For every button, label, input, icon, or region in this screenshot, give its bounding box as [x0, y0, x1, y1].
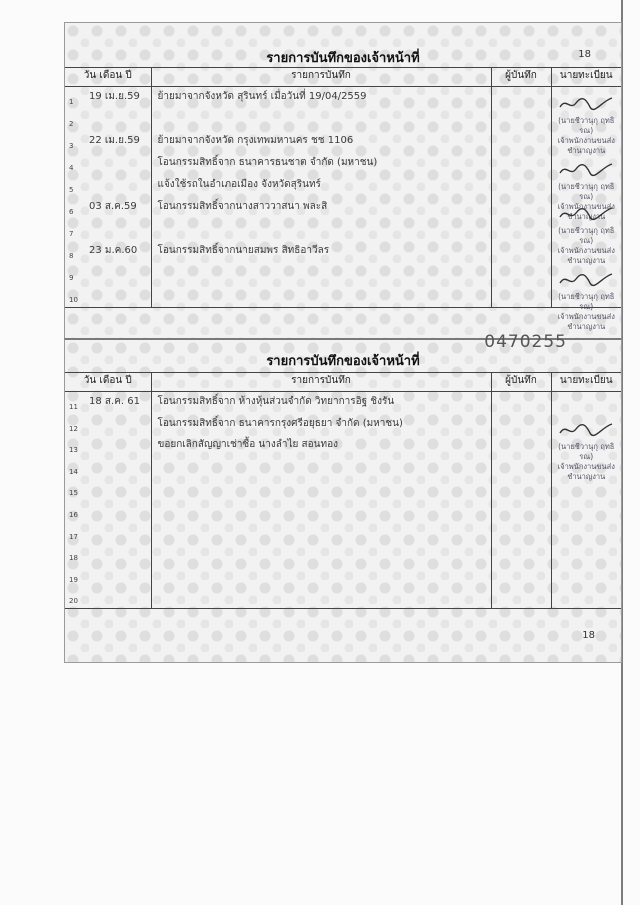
entries-column [151, 392, 491, 609]
line-number: 12 [69, 424, 78, 433]
line-number: 17 [69, 532, 78, 541]
stamp-name: (นายชีวานุกุ ฤทธิรณ) [558, 116, 615, 135]
stamp-name: (นายชีวานุกุ ฤทธิรณ) [558, 182, 615, 201]
line-number: 9 [69, 274, 74, 282]
signature-icon [556, 161, 616, 179]
official-stamp [552, 421, 622, 482]
table-bottom-rule [65, 608, 621, 609]
entry-date: 22 เม.ย.59 [89, 135, 140, 146]
registration-number: 0470255 [484, 332, 567, 352]
sheet-title: รายการบันทึกของเจ้าหน้าที่ [266, 354, 420, 369]
signature-icon [556, 205, 616, 223]
line-number: 11 [69, 403, 78, 411]
header-registrar: นายทะเบียน [551, 373, 621, 392]
signature-icon [556, 271, 616, 289]
entry-text: ย้ายมาจากจังหวัด สุรินทร์ เมื่อวันที่ 19/04/2559 [157, 91, 367, 102]
line-number: 20 [69, 597, 78, 606]
table-bottom-rule [65, 307, 621, 308]
line-number: 16 [69, 511, 78, 519]
stamp-role: เจ้าพนักงานขนส่งชำนาญงาน [557, 202, 615, 221]
record-sheet-bottom [64, 332, 622, 663]
line-number: 14 [69, 467, 78, 476]
entry-date: 18 ส.ค. 61 [89, 396, 140, 407]
entry-text: โอนกรรมสิทธิ์จาก ธนาคารกรุงศรีอยุธยา จำกัด (มหาชน) [157, 417, 403, 429]
line-number: 13 [69, 446, 78, 455]
page-number: 18 [578, 49, 591, 60]
line-number: 15 [69, 489, 78, 498]
line-number: 10 [69, 296, 78, 304]
line-number: 4 [69, 164, 74, 172]
header-entries: รายการบันทึก [151, 373, 491, 392]
entry-text: โอนกรรมสิทธิ์จาก ห้างหุ้นส่วนจำกัด วิทยาการอิฐ ชิงรัน [157, 396, 395, 407]
stamp-role: เจ้าพนักงานขนส่งชำนาญงาน [557, 312, 615, 331]
stamp-name: (นายชีวานุกุ ฤทธิรณ) [558, 442, 615, 462]
header-recorder: ผู้บันทึก [491, 373, 551, 392]
line-number: 7 [69, 230, 74, 238]
entry-text: โอนกรรมสิทธิ์จากนางสาววาสนา พละสิ [157, 201, 328, 212]
entry-text: โอนกรรมสิทธิ์จาก ธนาคารธนชาต จำกัด (มหาชน) [157, 157, 378, 168]
line-number: 1 [69, 98, 74, 106]
official-stamp [552, 95, 622, 156]
line-number: 3 [69, 142, 74, 150]
official-stamp [552, 271, 622, 332]
header-recorder: ผู้บันทึก [491, 68, 551, 87]
line-number: 8 [69, 252, 74, 260]
line-number: 5 [69, 186, 74, 194]
registrar-column [551, 87, 621, 331]
official-stamp [552, 205, 622, 266]
entry-text: แจ้งใช้รถในอำเภอเมือง จังหวัดสุรินทร์ [157, 179, 321, 190]
line-number: 6 [69, 208, 74, 216]
date-column [65, 87, 151, 308]
stamp-name: (นายชีวานุกุ ฤทธิรณ) [558, 226, 615, 245]
signature-icon [556, 421, 616, 439]
record-table-bottom [65, 372, 621, 608]
stamp-role: เจ้าพนักงานขนส่งชำนาญงาน [557, 462, 615, 482]
header-entries: รายการบันทึก [151, 68, 491, 87]
signature-icon [556, 95, 616, 113]
date-column [65, 392, 151, 609]
entry-text: ขอยกเลิกสัญญาเช่าซื้อ นางลำไย สอนทอง [157, 439, 338, 451]
header-registrar: นายทะเบียน [551, 68, 621, 87]
entry-text: ย้ายมาจากจังหวัด กรุงเทพมหานคร ชช 1106 [157, 135, 354, 146]
stamp-role: เจ้าพนักงานขนส่งชำนาญงาน [557, 246, 615, 265]
sheet-title: รายการบันทึกของเจ้าหน้าที่ [266, 51, 420, 66]
entry-date: 03 ส.ค.59 [89, 201, 137, 212]
line-number: 19 [69, 575, 78, 584]
stamp-role: เจ้าพนักงานขนส่งชำนาญงาน [557, 136, 615, 155]
header-date: วัน เดือน ปี [65, 373, 151, 392]
registrar-column [551, 392, 621, 609]
entry-date: 23 ม.ค.60 [89, 245, 138, 256]
page-number: 18 [582, 630, 595, 641]
recorder-column [491, 87, 551, 308]
line-number: 18 [69, 554, 78, 563]
entries-column [151, 87, 491, 308]
header-date: วัน เดือน ปี [65, 68, 151, 87]
line-number: 2 [69, 120, 74, 128]
stamp-name: (นายชีวานุกุ ฤทธิรณ) [558, 292, 615, 311]
record-table-top [65, 67, 621, 331]
entry-date: 19 เม.ย.59 [89, 91, 140, 102]
entry-text: โอนกรรมสิทธิ์จากนายสมพร สิทธิอาวีลร [157, 245, 330, 256]
recorder-column [491, 392, 551, 609]
record-sheet-top [64, 22, 622, 342]
